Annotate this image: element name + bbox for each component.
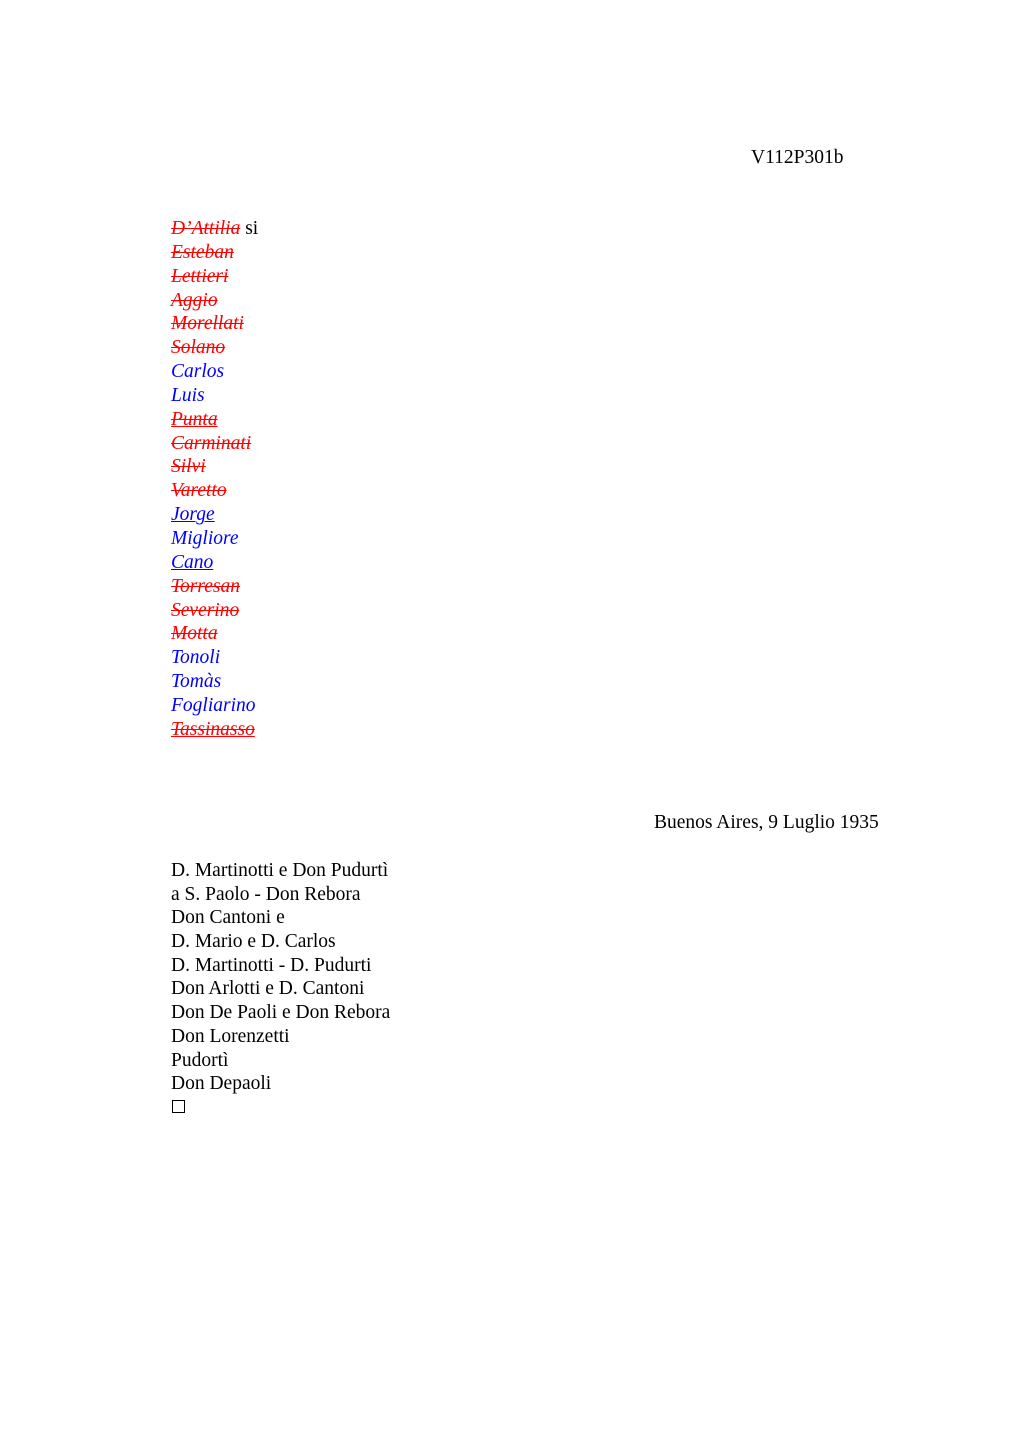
kept-name: Carlos bbox=[171, 361, 225, 383]
kept-name: Fogliarino bbox=[171, 694, 256, 716]
list-item bbox=[171, 289, 258, 313]
list-item bbox=[171, 503, 258, 527]
kept-name: Tomàs bbox=[171, 671, 222, 693]
list-item bbox=[171, 241, 258, 265]
kept-name: Jorge bbox=[171, 504, 215, 526]
list-item bbox=[171, 599, 258, 623]
struck-name: Tassinasso bbox=[171, 718, 255, 740]
list-item bbox=[171, 479, 258, 503]
list-item bbox=[171, 408, 258, 432]
note-line: Don Depaoli bbox=[171, 1073, 272, 1095]
kept-name: Migliore bbox=[171, 527, 239, 549]
struck-name: Silvi bbox=[171, 456, 206, 478]
note-line: Pudortì bbox=[171, 1049, 229, 1071]
struck-name: Lettieri bbox=[171, 265, 229, 287]
struck-name: Morellati bbox=[171, 313, 244, 335]
note-line: Don De Paoli e Don Rebora bbox=[171, 1002, 391, 1024]
list-item bbox=[171, 336, 258, 360]
struck-name: Severino bbox=[171, 599, 240, 621]
list-item bbox=[171, 432, 258, 456]
kept-name: Tonoli bbox=[171, 647, 221, 669]
note-line: a S. Paolo - Don Rebora bbox=[171, 883, 361, 905]
note-line: D. Martinotti e Don Pudurtì bbox=[171, 860, 389, 881]
struck-name: Solano bbox=[171, 337, 226, 359]
list-item bbox=[171, 718, 258, 742]
struck-name: Torresan bbox=[171, 575, 241, 597]
date-line: Buenos Aires, 9 Luglio 1935 bbox=[654, 812, 879, 833]
struck-name: Carminati bbox=[171, 432, 252, 454]
empty-square-icon bbox=[172, 1100, 185, 1113]
list-item bbox=[171, 646, 258, 670]
list-item bbox=[171, 527, 258, 551]
list-item bbox=[171, 312, 258, 336]
list-item bbox=[171, 360, 258, 384]
name-note: si bbox=[245, 218, 259, 239]
list-item bbox=[171, 694, 258, 718]
list-item bbox=[171, 265, 258, 289]
note-line: Don Lorenzetti bbox=[171, 1025, 290, 1047]
list-item bbox=[171, 455, 258, 479]
struck-name: Punta bbox=[171, 408, 218, 430]
note-line: Don Cantoni e bbox=[171, 907, 285, 929]
kept-name: Luis bbox=[171, 384, 205, 406]
struck-name: D’Attilia bbox=[171, 218, 241, 239]
list-item bbox=[171, 217, 258, 241]
note-line: Don Arlotti e D. Cantoni bbox=[171, 978, 365, 1000]
note-line: D. Martinotti - D. Pudurti bbox=[171, 954, 372, 976]
list-item bbox=[171, 670, 258, 694]
page-code: V112P301b bbox=[751, 147, 844, 168]
names-list bbox=[171, 217, 258, 742]
kept-name: Cano bbox=[171, 551, 214, 573]
list-item bbox=[171, 622, 258, 646]
list-item bbox=[171, 575, 258, 599]
struck-name: Aggio bbox=[171, 289, 218, 311]
note-line: D. Mario e D. Carlos bbox=[171, 931, 336, 953]
struck-name: Esteban bbox=[171, 241, 234, 263]
struck-name: Varetto bbox=[171, 480, 227, 502]
notes-list bbox=[171, 859, 390, 1096]
struck-name: Motta bbox=[171, 623, 218, 645]
list-item bbox=[171, 551, 258, 575]
list-item bbox=[171, 384, 258, 408]
